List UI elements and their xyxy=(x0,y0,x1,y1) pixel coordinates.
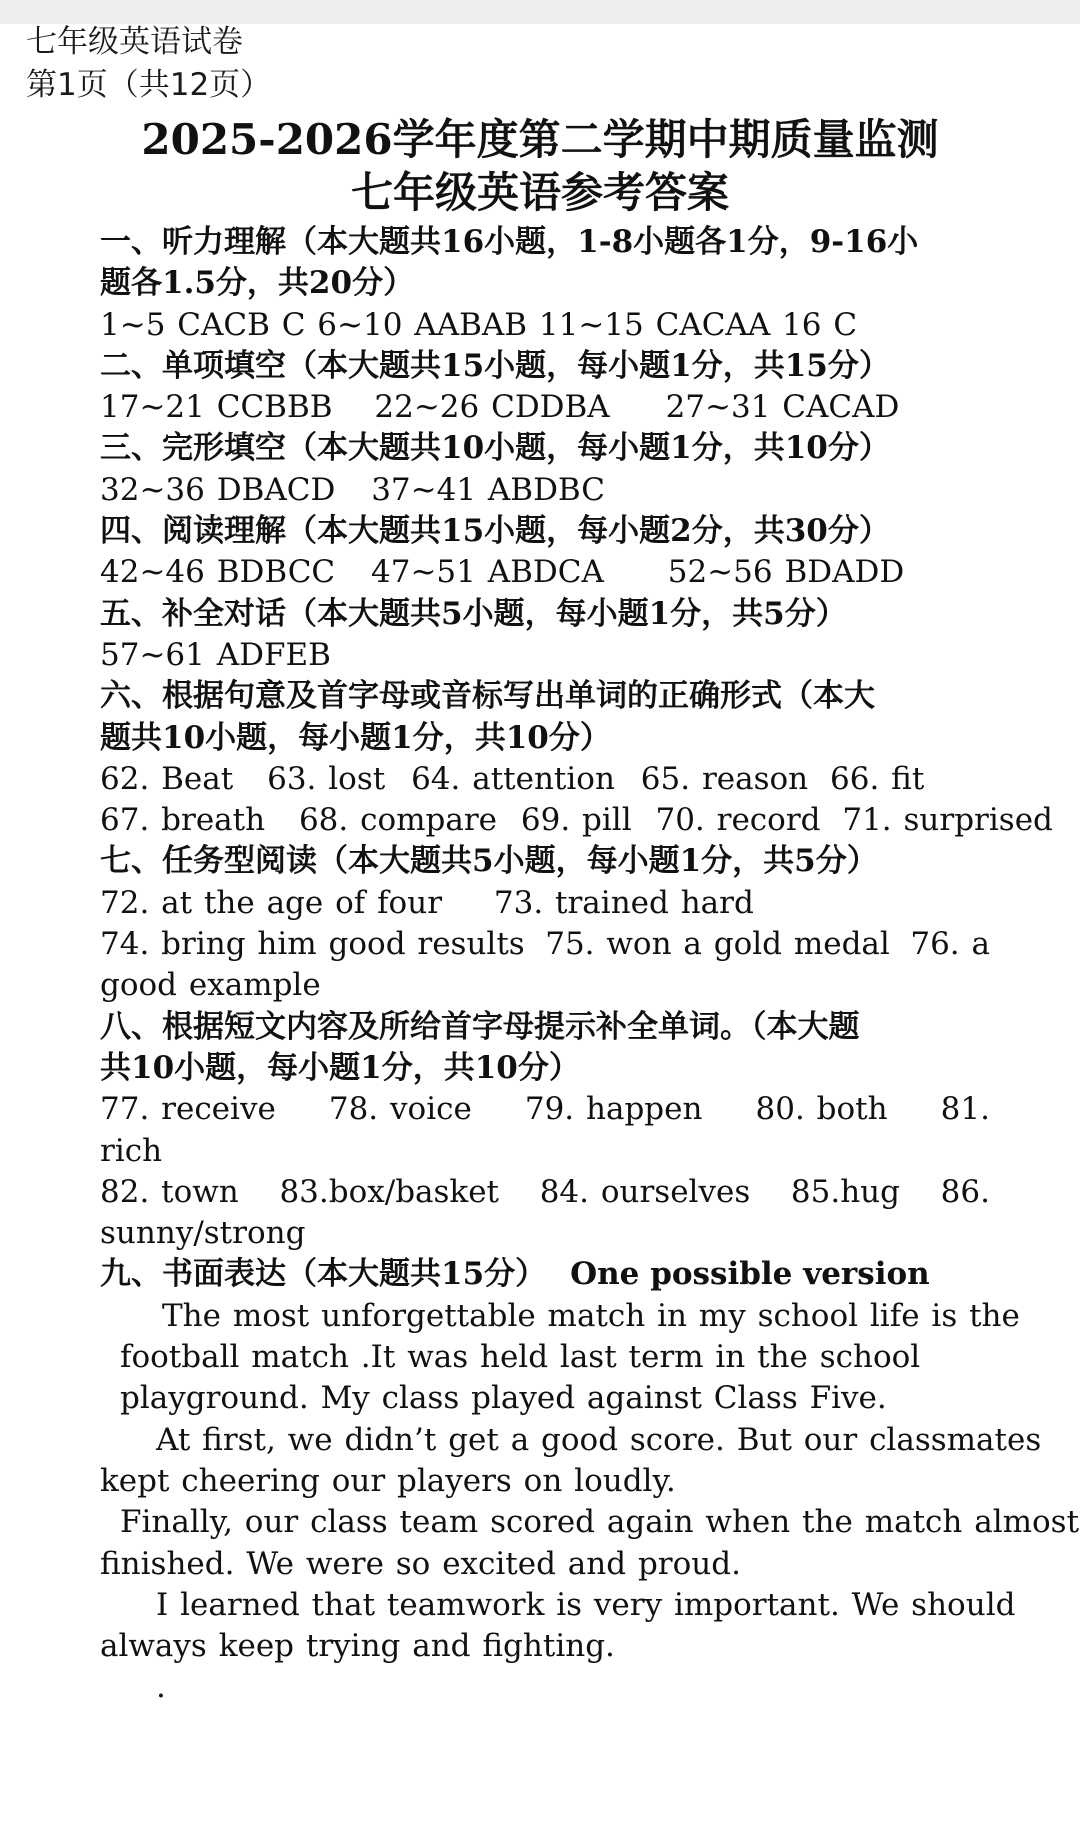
answer-item: 68. compare xyxy=(298,802,498,839)
section-6-heading-cont: 题共10小题，每小题1分，共10分） xyxy=(100,719,611,756)
answer-group: 37~41 ABDBC xyxy=(371,471,606,508)
answer-item: 72. at the age of four xyxy=(100,884,443,921)
answer-item: 77. receive xyxy=(100,1091,276,1128)
essay-line: playground. My class played against Class Five. xyxy=(120,1380,887,1417)
answer-group: 42~46 BDBCC xyxy=(100,554,336,591)
essay-line: The most unforgettable match in my school life is the xyxy=(162,1297,1020,1334)
essay-line: At first, we didn’t get a good score. But our classmates xyxy=(156,1421,1042,1458)
section-2-heading: 二、单项填空（本大题共15小题，每小题1分，共15分） xyxy=(100,347,890,384)
section-6-heading: 六、根据句意及首字母或音标写出单词的正确形式（本大 xyxy=(100,678,875,715)
essay-line: finished. We were so excited and proud. xyxy=(100,1545,741,1582)
answer-item: 74. bring him good results xyxy=(100,926,525,963)
answer-item: 81. xyxy=(940,1091,990,1128)
answer-item: 82. town xyxy=(100,1173,239,1210)
answer-item: 70. record xyxy=(655,802,821,839)
section-3-heading: 三、完形填空（本大题共10小题，每小题1分，共10分） xyxy=(100,430,890,467)
answer-item: 63. lost xyxy=(267,760,386,797)
section-8-heading: 八、根据短文内容及所给首字母提示补全单词。（本大题 xyxy=(100,1008,860,1045)
essay-line: Finally, our class team scored again when the match almost xyxy=(120,1504,1080,1541)
answer-group: 17~21 CCBBB xyxy=(100,389,333,426)
page-number-label: 第1页（共12页） xyxy=(26,67,272,103)
top-status-bar xyxy=(0,0,1080,24)
answer-item: 69. pill xyxy=(520,802,632,839)
essay-line: kept cheering our players on loudly. xyxy=(100,1462,676,1499)
section-4-answers xyxy=(100,552,990,593)
essay-line: I learned that teamwork is very important. We should xyxy=(156,1586,1016,1623)
answer-group: 27~31 CACAD xyxy=(665,389,900,426)
section-8-answers-row-1 xyxy=(100,1089,990,1130)
answer-item: 65. reason xyxy=(640,760,809,797)
document-subtitle: 七年级英语参考答案 xyxy=(350,168,729,217)
answer-item: 83.box/basket xyxy=(279,1173,500,1210)
section-7-answers-row-1 xyxy=(100,883,990,924)
answer-item: 80. both xyxy=(755,1091,888,1128)
section-3-answers xyxy=(100,470,990,511)
section-1-heading-cont: 题各1.5分，共20分） xyxy=(100,265,415,302)
answer-key-body xyxy=(100,222,1080,1709)
section-9-heading: 九、书面表达（本大题共15分） xyxy=(100,1256,547,1293)
document-label: 七年级英语试卷 xyxy=(26,24,243,60)
section-7-answers-row-2 xyxy=(100,924,990,965)
answer-item: 85.hug xyxy=(790,1173,900,1210)
answer-item: 64. attention xyxy=(411,760,615,797)
section-8-answers-row-2-wrap: sunny/strong xyxy=(100,1215,306,1252)
section-6-answers-row-1 xyxy=(100,759,990,800)
section-4-heading: 四、阅读理解（本大题共15小题，每小题2分，共30分） xyxy=(100,513,890,550)
answer-group: 52~56 BDADD xyxy=(667,554,905,591)
answer-item: 66. fit xyxy=(830,760,925,797)
answer-item: 86. xyxy=(940,1173,990,1210)
answer-item: 67. breath xyxy=(100,802,266,839)
answer-item: 84. ourselves xyxy=(539,1173,751,1210)
section-8-heading-cont: 共10小题，每小题1分，共10分） xyxy=(100,1049,580,1086)
answer-item: 62. Beat xyxy=(100,760,234,797)
answer-item: 76. a xyxy=(910,926,990,963)
section-8-answers-row-2 xyxy=(100,1172,990,1213)
section-1-answers: 1~5 CACB C 6~10 AABAB 11~15 CACAA 16 C xyxy=(100,306,858,343)
section-1-heading: 一、听力理解（本大题共16小题，1-8小题各1分，9-16小 xyxy=(100,224,919,260)
section-6-answers-row-2 xyxy=(100,800,1053,841)
section-7-answers-wrap: good example xyxy=(100,967,321,1004)
answer-item: 79. happen xyxy=(524,1091,703,1128)
answer-item: 73. trained hard xyxy=(493,884,754,921)
section-5-answers: 57~61 ADFEB xyxy=(100,636,331,673)
section-5-heading: 五、补全对话（本大题共5小题，每小题1分，共5分） xyxy=(100,595,847,632)
essay-line: football match .It was held last term in the school xyxy=(120,1339,921,1376)
answer-item: 78. voice xyxy=(328,1091,472,1128)
answer-group: 32~36 DBACD xyxy=(100,471,336,508)
section-7-heading: 七、任务型阅读（本大题共5小题，每小题1分，共5分） xyxy=(100,843,878,880)
answer-item: 71. surprised xyxy=(842,802,1053,839)
answer-item: 75. won a gold medal xyxy=(545,926,890,963)
section-8-answers-row-1-wrap: rich xyxy=(100,1132,163,1169)
document-title: 2025-2026学年度第二学期中期质量监测 xyxy=(141,115,939,164)
essay-line: . xyxy=(156,1669,166,1706)
section-2-answers xyxy=(100,387,990,428)
answer-group: 47~51 ABDCA xyxy=(371,554,604,591)
section-9-heading-row xyxy=(100,1254,990,1295)
essay-line: always keep trying and fighting. xyxy=(100,1628,615,1665)
essay-version-label: One possible version xyxy=(570,1256,930,1293)
answer-group: 22~26 CDDBA xyxy=(374,389,610,426)
